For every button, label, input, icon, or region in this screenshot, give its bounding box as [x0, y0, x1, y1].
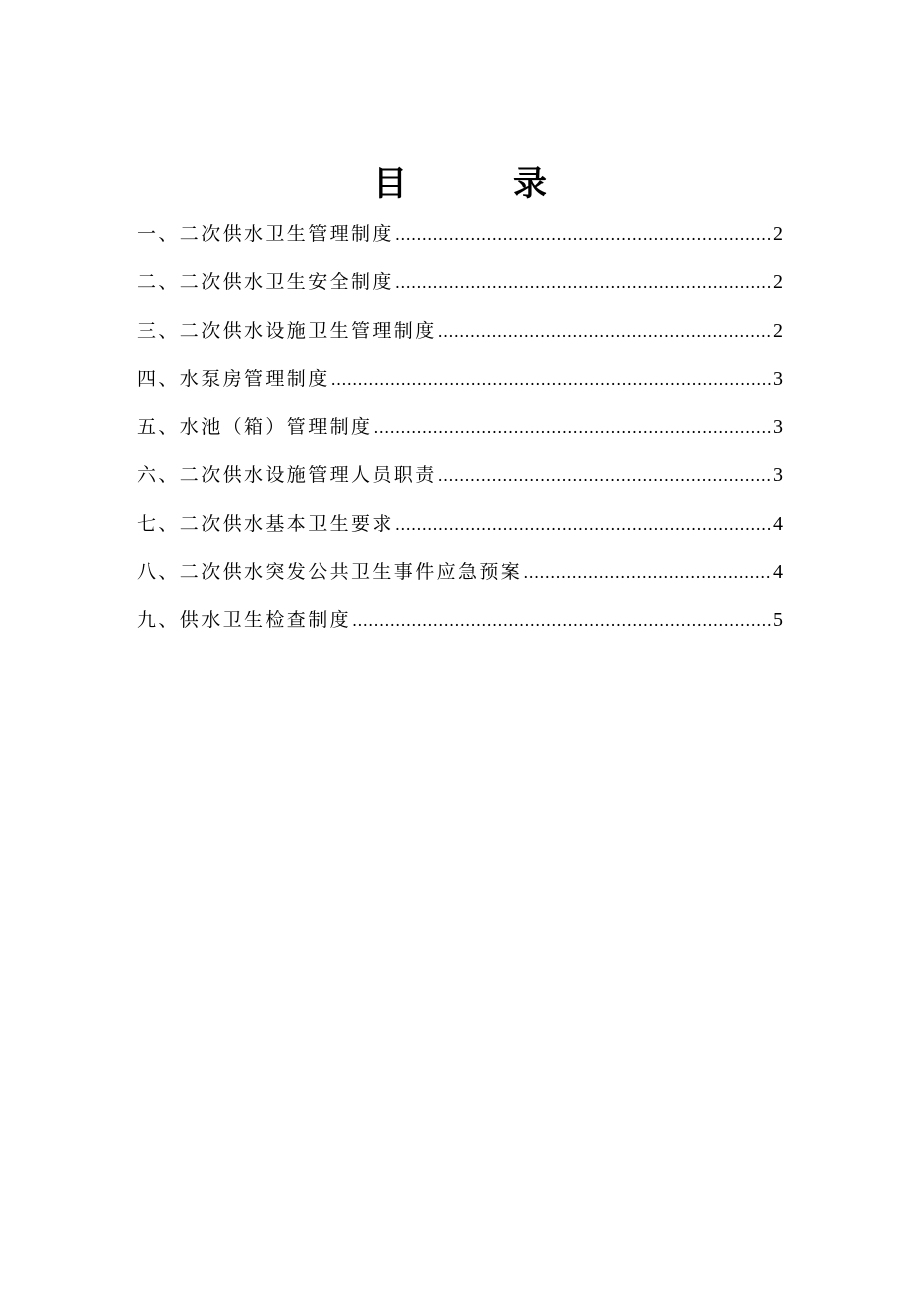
toc-entry-1[interactable] — [137, 216, 783, 264]
toc-entry-text: 五、水池（箱）管理制度 — [137, 416, 373, 439]
toc-entry-5[interactable] — [137, 409, 783, 457]
toc-entry-text: 四、水泵房管理制度 — [137, 367, 330, 390]
toc-dot-leader — [352, 603, 772, 639]
toc-entry-text: 二、二次供水卫生安全制度 — [137, 271, 394, 294]
toc-page-number: 4 — [773, 512, 783, 535]
toc-dot-leader — [395, 507, 772, 543]
toc-dot-leader — [438, 314, 772, 350]
toc-entry-2[interactable] — [137, 264, 783, 312]
toc-page-number: 3 — [773, 464, 783, 487]
toc-dot-leader — [395, 217, 772, 253]
toc-page-number: 3 — [773, 367, 783, 390]
toc-entry-text: 七、二次供水基本卫生要求 — [137, 512, 394, 535]
toc-page-number: 2 — [773, 223, 783, 245]
toc-dot-leader — [373, 410, 772, 446]
toc-entry-8[interactable] — [137, 554, 783, 602]
toc-dot-leader — [331, 362, 772, 398]
toc-entry-4[interactable] — [137, 361, 783, 409]
toc-entry-3[interactable] — [137, 313, 783, 361]
toc-entry-text: 一、二次供水卫生管理制度 — [137, 223, 394, 245]
toc-entry-text: 六、二次供水设施管理人员职责 — [137, 464, 437, 487]
toc-entry-9[interactable] — [137, 602, 783, 650]
toc-entry-text: 九、供水卫生检查制度 — [137, 609, 352, 632]
toc-page-number: 2 — [773, 271, 783, 294]
toc-page-number: 5 — [773, 609, 783, 632]
toc-entry-7[interactable] — [137, 506, 783, 554]
table-of-contents — [137, 216, 783, 651]
toc-entry-text: 八、二次供水突发公共卫生事件应急预案 — [137, 561, 523, 584]
toc-entry-6[interactable] — [137, 457, 783, 505]
toc-page-number: 2 — [773, 319, 783, 342]
toc-page-number: 3 — [773, 416, 783, 439]
toc-dot-leader — [523, 555, 772, 591]
toc-title: 目 录 — [373, 164, 583, 204]
toc-dot-leader — [395, 265, 772, 301]
toc-dot-leader — [438, 458, 772, 494]
toc-page-number: 4 — [773, 561, 783, 584]
toc-entry-text: 三、二次供水设施卫生管理制度 — [137, 319, 437, 342]
